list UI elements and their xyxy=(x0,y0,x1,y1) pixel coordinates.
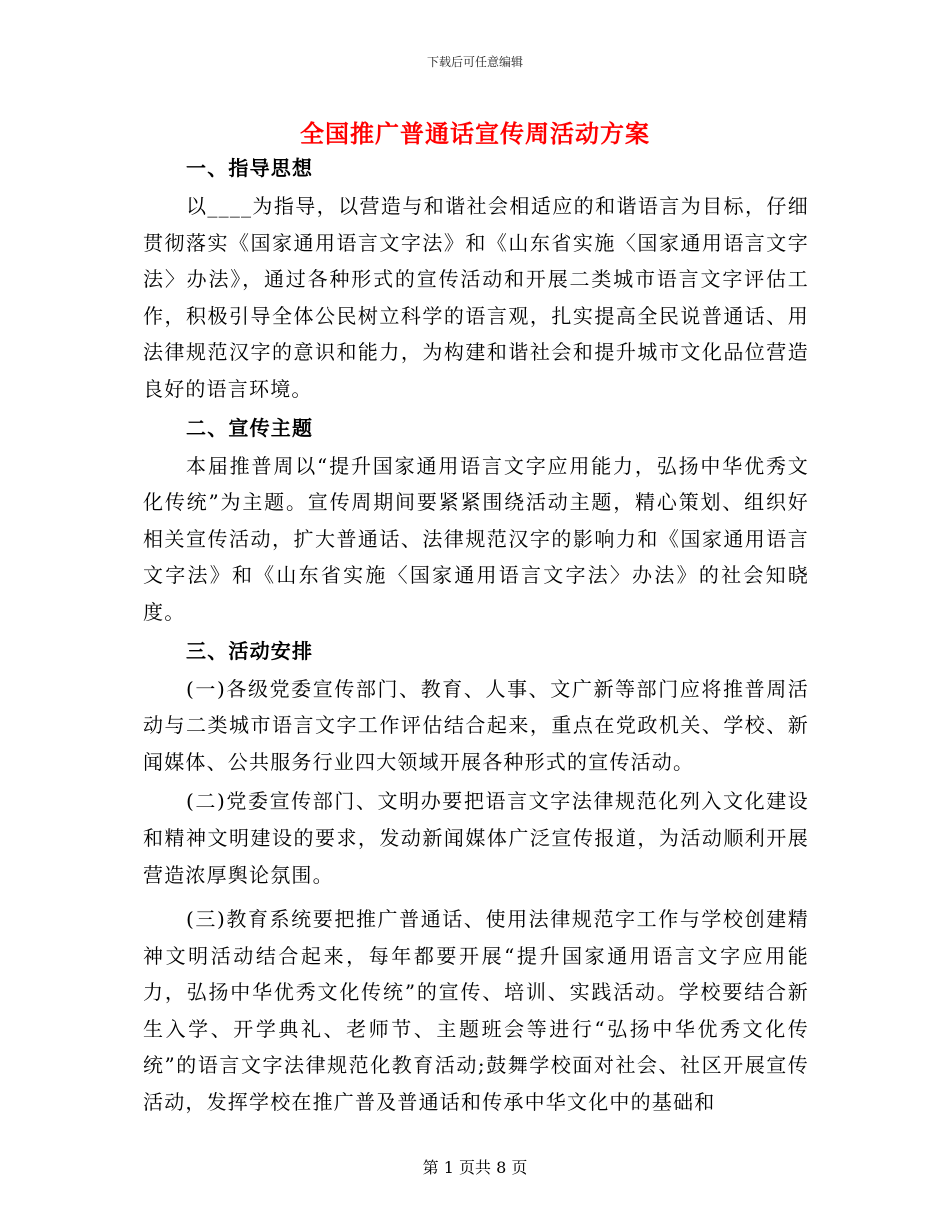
paragraph: (二)党委宣传部门、文明办要把语言文字法律规范化列入文化建设和精神文明建设的要求，发动新闻媒体广泛宣传报道，为活动顺利开展营造浓厚舆论氛围。 xyxy=(143,789,809,887)
document-body xyxy=(143,148,809,1121)
section-heading: 二、宣传主题 xyxy=(186,415,314,440)
paragraph: 本届推普周以“提升国家通用语言文字应用能力，弘扬中华优秀文化传统”为主题。宣传周期间要紧紧围绕活动主题，精心策划、组织好相关宣传活动，扩大普通话、法律规范汉字的影响力和《国家通用语言文字法》和《山东省实施〈国家通用语言文字法〉办法》的社会知晓度。 xyxy=(143,453,809,624)
document-title: 全国推广普通话宣传周活动方案 xyxy=(300,119,650,148)
paragraph: 以____为指导，以营造与和谐社会相适应的和谐语言为目标，仔细贯彻落实《国家通用语言文字法》和《山东省实施〈国家通用语言文字法〉办法》，通过各种形式的宣传活动和开展二类城市语言文字评估工作，积极引导全体公民树立科学的语言观，扎实提高全民说普通话、用法律规范汉字的意识和能力，为构建和谐社会和提升城市文化品位营造良好的语言环境。 xyxy=(143,194,809,401)
page-number: 第 1 页共 8 页 xyxy=(422,1158,528,1177)
header-note: 下载后可任意编辑 xyxy=(426,55,523,69)
section-heading: 一、指导思想 xyxy=(186,156,314,180)
paragraph: (三)教育系统要把推广普通话、使用法律规范字工作与学校创建精神文明活动结合起来，每年都要开展“提升国家通用语言文字应用能力，弘扬中华优秀文化传统”的宣传、培训、实践活动。学校要结合新生入学、开学典礼、老师节、主题班会等进行“弘扬中华优秀文化传统”的语言文字法律规范化教育活动;鼓舞学校面对社会、社区开展宣传活动，发挥学校在推广普及普通话和传承中华文化中的基础和 xyxy=(143,907,809,1115)
section-heading: 三、活动安排 xyxy=(186,638,314,663)
paragraph: (一)各级党委宣传部门、教育、人事、文广新等部门应将推普周活动与二类城市语言文字工作评估结合起来，重点在党政机关、学校、新闻媒体、公共服务行业四大领域开展各种形式的宣传活动。 xyxy=(143,676,809,774)
